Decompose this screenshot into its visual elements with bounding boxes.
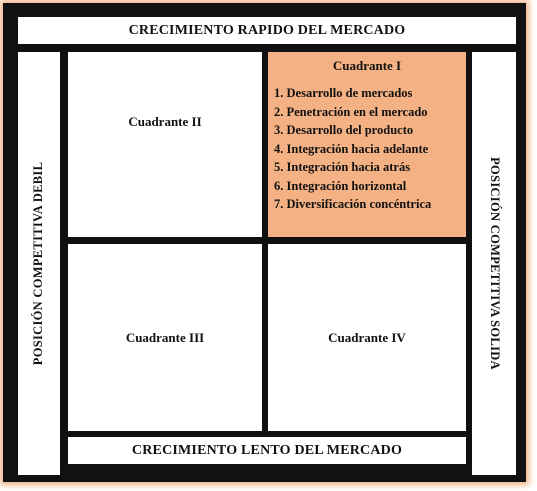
quadrant-iii (67, 243, 263, 432)
top-band (17, 16, 517, 45)
right-label: POSICIÓN COMPETITIVA SOLIDA (487, 157, 502, 370)
left-band (17, 51, 61, 476)
strategy-item: 6. Integración horizontal (274, 178, 407, 193)
quadrant-ii (67, 51, 263, 238)
strategy-item: 3. Desarrollo del producto (274, 123, 414, 137)
strategy-item: 1. Desarrollo de mercados (274, 86, 413, 100)
strategy-item: 5. Integración hacia atrás (274, 160, 411, 174)
quadrant-iii-title: Cuadrante III (125, 329, 205, 345)
quadrant-ii-title: Cuadrante II (128, 113, 202, 129)
quadrant-i (267, 51, 467, 238)
quadrant-i-title: Cuadrante I (332, 58, 402, 73)
bottom-label: CRECIMIENTO LENTO DEL MERCADO (131, 442, 403, 458)
strategy-item: 4. Integración hacia adelante (274, 141, 429, 156)
quadrant-i-strategy-list (274, 84, 460, 214)
diagram-frame (3, 3, 526, 482)
top-label: CRECIMIENTO RAPIDO DEL MERCADO (128, 22, 406, 38)
right-band (471, 51, 517, 476)
bottom-band (67, 436, 467, 465)
quadrant-iv (267, 243, 467, 432)
strategy-item: 2. Penetración en el mercado (274, 104, 428, 119)
strategy-item: 7. Diversificación concéntrica (274, 197, 432, 211)
left-label: POSICIÓN COMPETITIVA DEBIL (31, 161, 46, 366)
quadrant-iv-title: Cuadrante IV (328, 329, 406, 345)
